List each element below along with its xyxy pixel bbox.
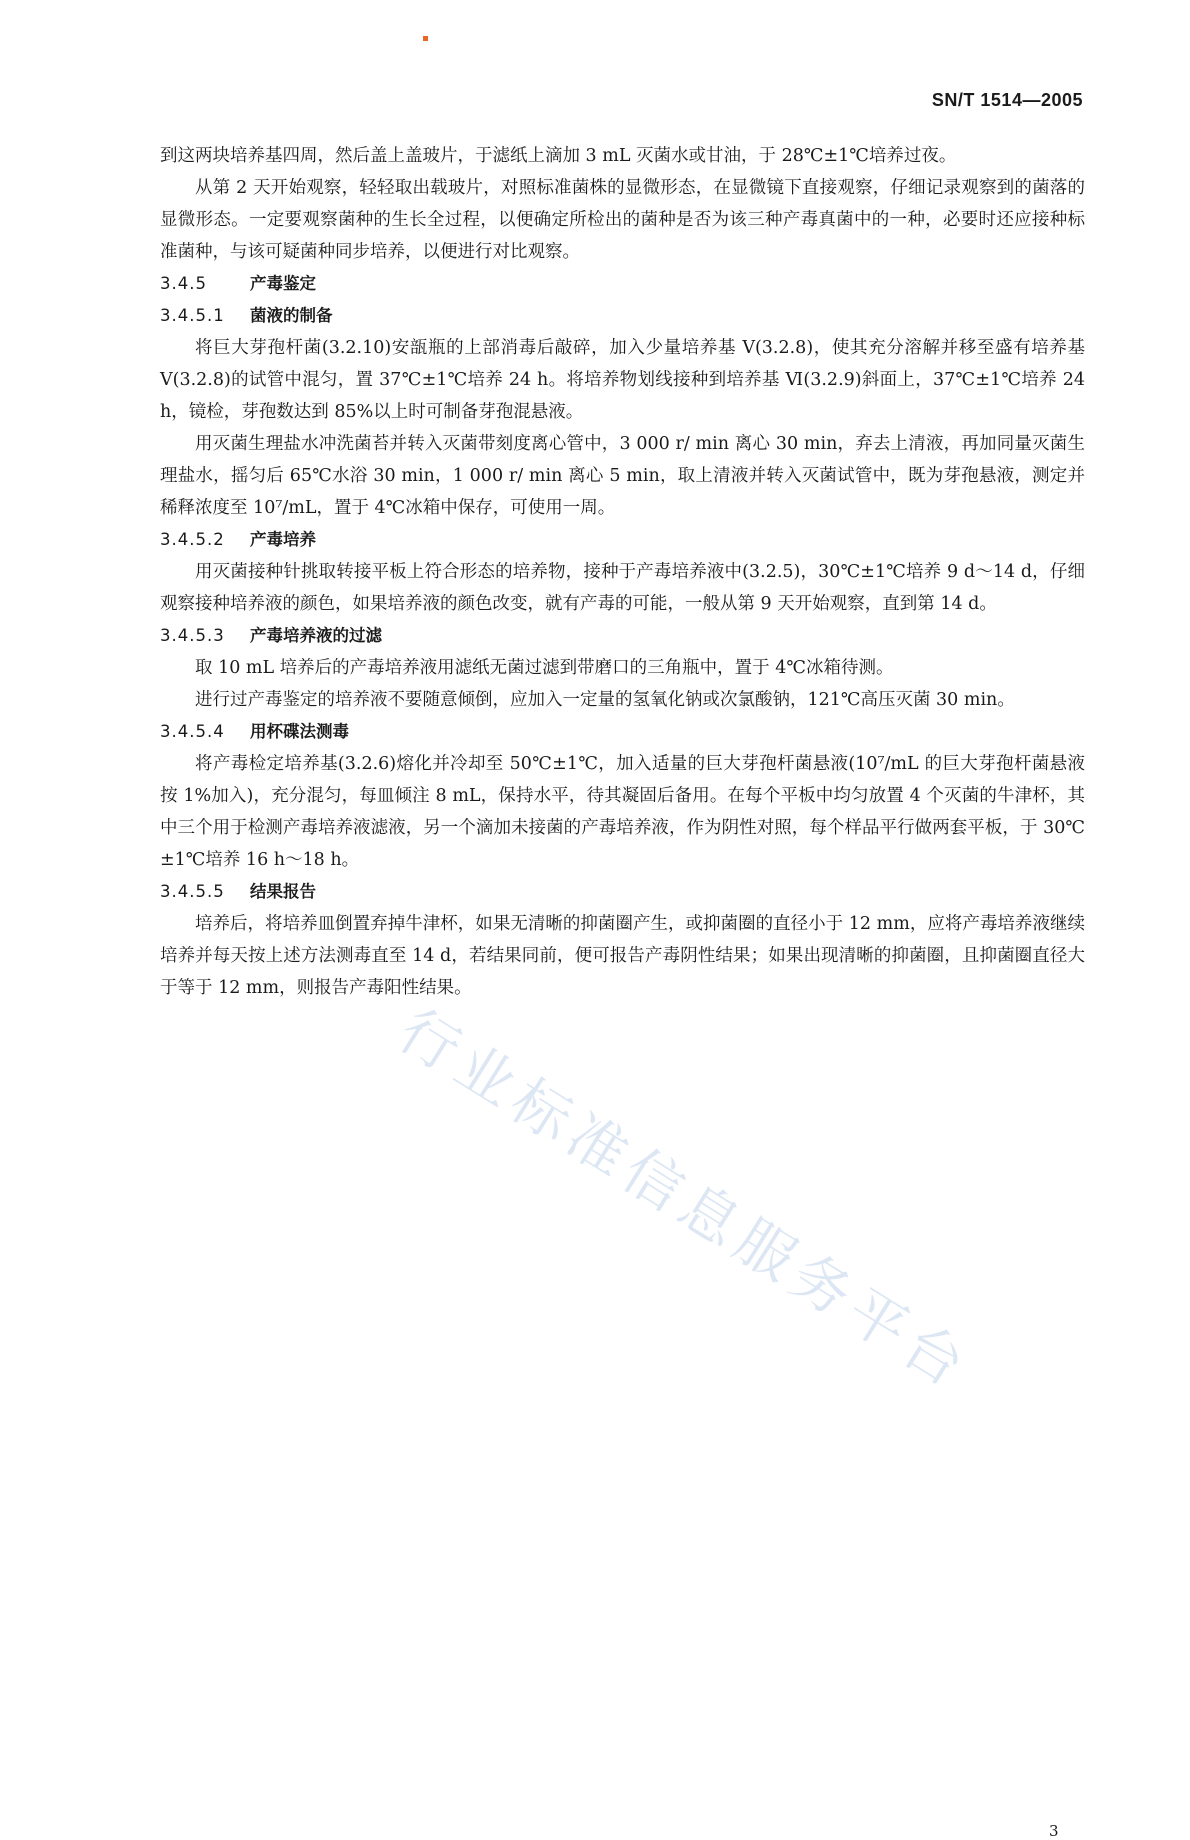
paragraph: 将巨大芽孢杆菌(3.2.10)安瓿瓶的上部消毒后敲碎，加入少量培养基 V(3.2.8)，使其充分溶解并移至盛有培养基 V(3.2.8)的试管中混匀，置 37℃±1℃培养 24 h。将培养物划线接种到培养基 Ⅵ(3.2.9)斜面上，37℃±1℃培养 24 h，镜检，芽孢数达到 85%以上时可制备芽孢混悬液。 bbox=[160, 338, 1085, 422]
standard-code: SN/T 1514—2005 bbox=[931, 90, 1083, 110]
section-title: 菌液的制备 bbox=[250, 306, 333, 325]
orange-mark bbox=[423, 36, 428, 41]
section-heading bbox=[160, 524, 1085, 556]
section-number: 3.4.5.1 bbox=[160, 306, 225, 325]
paragraph: 取 10 mL 培养后的产毒培养液用滤纸无菌过滤到带磨口的三角瓶中，置于 4℃冰箱待测。 bbox=[195, 658, 894, 678]
section-title: 产毒培养液的过滤 bbox=[250, 626, 382, 645]
page-number: 3 bbox=[1049, 1822, 1059, 1840]
paragraph: 到这两块培养基四周，然后盖上盖玻片，于滤纸上滴加 3 mL 灭菌水或甘油，于 28℃±1℃培养过夜。 bbox=[160, 146, 957, 166]
paragraph: 进行过产毒鉴定的培养液不要随意倾倒，应加入一定量的氢氧化钠或次氯酸钠，121℃高压灭菌 30 min。 bbox=[195, 690, 1015, 710]
section-title: 用杯碟法测毒 bbox=[250, 722, 349, 741]
section-title: 产毒培养 bbox=[250, 530, 316, 549]
watermark: 行业标准信息服务平台 bbox=[387, 996, 983, 1404]
section-number: 3.4.5.2 bbox=[160, 530, 225, 549]
section-number: 3.4.5.4 bbox=[160, 722, 225, 741]
section-number: 3.4.5.3 bbox=[160, 626, 225, 645]
section-title: 产毒鉴定 bbox=[250, 274, 316, 293]
paragraph: 用灭菌生理盐水冲洗菌苔并转入灭菌带刻度离心管中，3 000 r/ min 离心 30 min，弃去上清液，再加同量灭菌生理盐水，摇匀后 65℃水浴 30 min，1 000 r/ min 离心 5 min，取上清液并转入灭菌试管中，既为芽孢悬液，测定并稀释浓度至 10⁷/mL，置于 4℃冰箱中保存，可使用一周。 bbox=[160, 434, 1085, 518]
section-heading bbox=[160, 876, 1085, 908]
paragraph: 将产毒检定培养基(3.2.6)熔化并冷却至 50℃±1℃，加入适量的巨大芽孢杆菌悬液(10⁷/mL 的巨大芽孢杆菌悬液按 1%加入)，充分混匀，每皿倾注 8 mL，保持水平，待其凝固后备用。在每个平板中均匀放置 4 个灭菌的牛津杯，其中三个用于检测产毒培养液滤液，另一个滴加未接菌的产毒培养液，作为阴性对照，每个样品平行做两套平板，于 30℃±1℃培养 16 h～18 h。 bbox=[160, 754, 1085, 870]
paragraph: 用灭菌接种针挑取转接平板上符合形态的培养物，接种于产毒培养液中(3.2.5)，30℃±1℃培养 9 d～14 d，仔细观察接种培养液的颜色，如果培养液的颜色改变，就有产毒的可能，一般从第 9 天开始观察，直到第 14 d。 bbox=[160, 562, 1085, 614]
paragraph: 从第 2 天开始观察，轻轻取出载玻片，对照标准菌株的显微形态，在显微镜下直接观察，仔细记录观察到的菌落的显微形态。一定要观察菌种的生长全过程，以便确定所检出的菌种是否为该三种产毒真菌中的一种，必要时还应接种标准菌种，与该可疑菌种同步培养，以便进行对比观察。 bbox=[160, 178, 1085, 262]
paragraph: 培养后，将培养皿倒置弃掉牛津杯，如果无清晰的抑菌圈产生，或抑菌圈的直径小于 12 mm，应将产毒培养液继续培养并每天按上述方法测毒直至 14 d，若结果同前，便可报告产毒阴性结果；如果出现清晰的抑菌圈，且抑菌圈直径大于等于 12 mm，则报告产毒阳性结果。 bbox=[160, 914, 1085, 998]
document-body bbox=[160, 140, 1085, 1004]
section-number: 3.4.5.5 bbox=[160, 882, 225, 901]
section-heading bbox=[160, 268, 1085, 300]
section-heading bbox=[160, 300, 1085, 332]
section-heading bbox=[160, 716, 1085, 748]
section-number: 3.4.5 bbox=[160, 274, 207, 293]
section-title: 结果报告 bbox=[250, 882, 316, 901]
section-heading bbox=[160, 620, 1085, 652]
